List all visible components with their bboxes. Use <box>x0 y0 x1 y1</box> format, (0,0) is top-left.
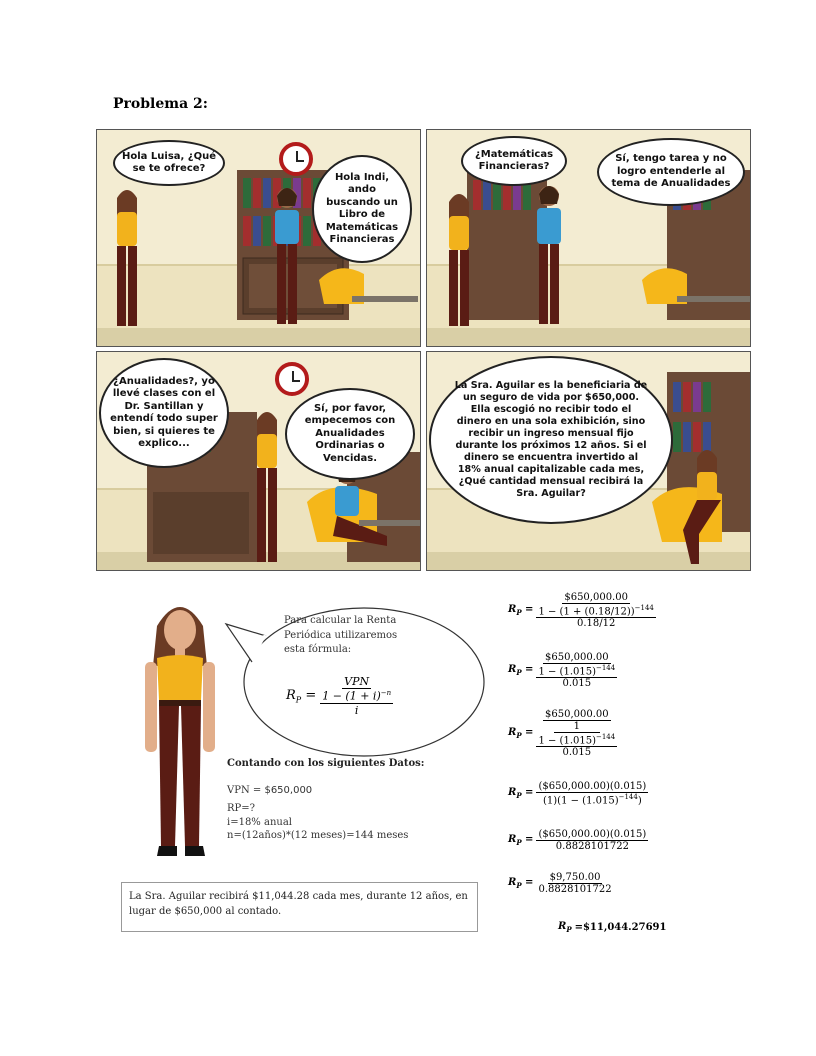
formula-numerator: VPN <box>344 675 370 688</box>
comic-panel-2 <box>426 129 751 347</box>
eq2-denominator: 0.015 <box>562 678 592 690</box>
equation-step-5: $R_P$ = $\frac{(\$650,000.00)(0.015)}{0.8828101722}$ <box>508 829 647 852</box>
data-i: i=18% anual <box>227 817 292 828</box>
eq1-exponent: −144 <box>634 604 654 612</box>
eq4-exponent: −144 <box>618 793 638 801</box>
eq1-numerator: $650,000.00 <box>564 592 628 603</box>
equation-step-1: $R_P$ = $650,000.00 $1 - (1 + (0.18/12))^{-144}$ 0.18/12 <box>508 592 654 630</box>
comic-panel-1 <box>96 129 421 347</box>
rp-subscript: P <box>516 791 522 801</box>
result-box: La Sra. Aguilar recibirá $11,044.28 cada mes, durante 12 años, en lugar de $650,000 al contado. <box>121 882 478 932</box>
equation-step-6: $R_P$ = $\frac{\$9,750.00}{0.8828101722}$ <box>508 872 612 895</box>
final-value: =$11,044.27691 <box>574 922 667 933</box>
formula-intro-text: Para calcular la Renta Periódica utilizaremos esta fórmula: <box>284 615 398 655</box>
data-vpn-label: VPN = <box>227 785 262 796</box>
rp-subscript: P <box>516 838 522 847</box>
eq2-middle: 1 − (1.015) <box>538 666 596 678</box>
rp-symbol: R <box>558 921 567 932</box>
speech-bubble-problem-statement: La Sra. Aguilar es la beneficiaria de un seguro de vida por $650,000. Ella escogió no recibir todo el dinero en una sola exhibición, sino recibir un ingreso mensual fijo durante los próximos 12 años. Si el dinero se encuentra invertido al 18% anual capitalizable cada mes, ¿Qué cantidad mensual recibirá la Sra. Aguilar? <box>429 356 673 524</box>
eq4-denominator-close: ) <box>637 795 642 807</box>
eq1-middle: 1 − (1 + (0.18/12)) <box>538 606 635 618</box>
comic-panel-4 <box>426 351 751 571</box>
speech-bubble-luisa-question: ¿Matemáticas Financieras? <box>461 136 567 186</box>
formula-rp: R <box>286 687 296 703</box>
rp-symbol: R <box>508 727 517 739</box>
eq5-denominator: 0.8828101722 <box>555 841 629 852</box>
eq3-denominator: 0.015 <box>562 747 592 759</box>
data-vpn-value: $650,000 <box>264 785 313 796</box>
rp-symbol: R <box>508 664 517 676</box>
rp-subscript: P <box>516 668 522 678</box>
speech-bubble-luisa-explain: ¿Anualidades?, yo llevé clases con el Dr. Santillan y entendí todo super bien, si quieres te explico... <box>99 358 229 468</box>
clock-icon <box>279 142 313 176</box>
data-n: n=(12años)*(12 meses)=144 meses <box>227 830 409 841</box>
eq3-exponent: −144 <box>595 733 616 741</box>
eq1-denominator: 0.18/12 <box>576 618 616 630</box>
rp-symbol: R <box>508 834 517 845</box>
annuity-formula: $R_P$ = VPN $1 - (1 + i)^{-n}$ i <box>286 675 392 717</box>
eq4-denominator: (1)(1 − (1.015) <box>543 795 619 807</box>
speech-bubble-indi-homework: Sí, tengo tarea y no logro entenderle al tema de Anualidades <box>597 138 745 206</box>
rp-symbol: R <box>508 787 517 799</box>
problem-title: Problema 2: <box>113 96 208 112</box>
eq5-numerator: ($650,000.00)(0.015) <box>538 829 647 840</box>
formula-exponent: −n <box>380 689 392 697</box>
final-result <box>558 921 666 934</box>
data-rp: RP=? <box>227 803 255 814</box>
data-heading: Contando con los siguientes Datos: <box>227 758 425 769</box>
eq6-numerator: $9,750.00 <box>549 872 601 883</box>
eq2-numerator: $650,000.00 <box>545 652 609 663</box>
formula-denominator: i <box>354 703 359 717</box>
eq3-numerator: $650,000.00 <box>545 709 609 720</box>
rp-symbol: R <box>508 604 517 616</box>
formula-inner: 1 − (1 + i) <box>322 689 381 703</box>
presenter-illustration <box>135 596 235 876</box>
rp-subscript: P <box>516 731 522 741</box>
formula-rp-sub: P <box>295 695 302 705</box>
eq4-numerator: ($650,000.00)(0.015) <box>538 781 647 792</box>
equation-step-2: $R_P$ = $650,000.00 $1 - (1.015)^{-144}$ 0.015 <box>508 652 616 690</box>
rp-subscript: P <box>516 881 522 890</box>
speech-bubble-indi-agree: Sí, por favor, empecemos con Anualidades Ordinarias o Vencidas. <box>285 388 415 480</box>
data-vpn <box>227 785 312 796</box>
rp-subscript: P <box>516 608 522 618</box>
eq2-exponent: −144 <box>595 664 616 672</box>
clock-icon <box>275 362 309 396</box>
rp-subscript: P <box>566 925 572 934</box>
equation-step-4: $R_P$ = $\frac{(\$650,000.00)(0.015)}{(1)(1 - (1.015)^{-144})}$ <box>508 781 647 807</box>
speech-bubble-indi-request: Hola Indi, ando buscando un Libro de Matemáticas Financieras <box>312 155 412 263</box>
speech-bubble-luisa-greeting: Hola Luisa, ¿Qué se te ofrece? <box>113 140 225 186</box>
rp-symbol: R <box>508 877 517 888</box>
eq6-denominator: 0.8828101722 <box>538 884 612 895</box>
equation-step-3: $R_P$ = $650,000.00 1 $1 - (1.015)^{-144}$ 0.015 <box>508 709 616 759</box>
comic-panel-3 <box>96 351 421 571</box>
eq3-inner-one: 1 <box>554 721 600 733</box>
eq3-middle: 1 − (1.015) <box>538 735 596 747</box>
